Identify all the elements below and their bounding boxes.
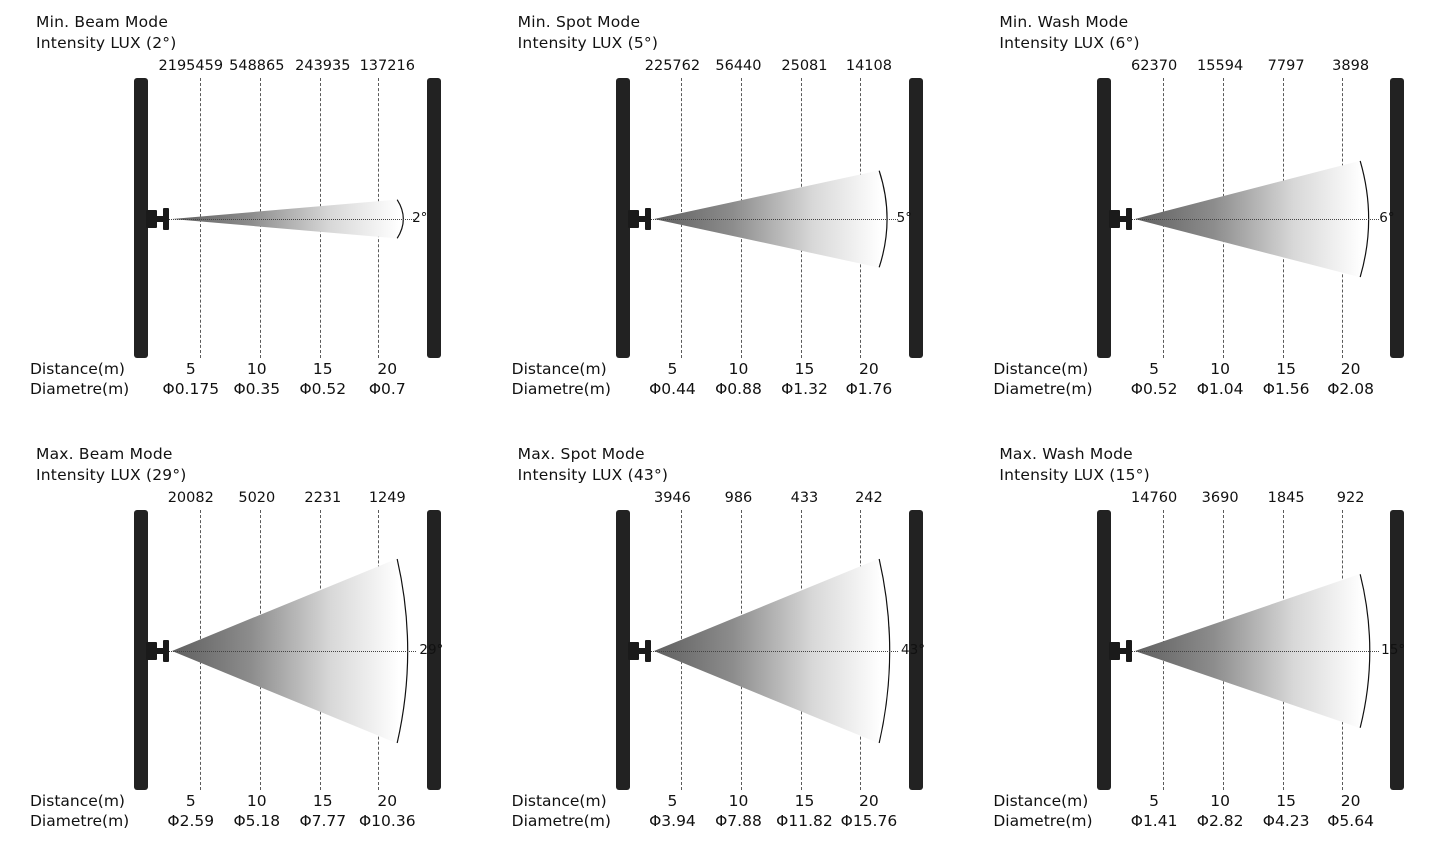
- center-axis-line: [1120, 651, 1379, 652]
- intensity-value: 1845: [1267, 490, 1305, 506]
- intensity-value: 433: [790, 490, 819, 506]
- distance-value-row: [616, 360, 923, 380]
- stage-frame: [134, 510, 444, 790]
- diameter-value: Φ0.44: [649, 380, 696, 398]
- diameter-value: Φ5.64: [1327, 812, 1374, 830]
- beam-angle-label: 15°: [1381, 642, 1406, 658]
- distance-value-row: [134, 792, 441, 812]
- distance-value: 10: [1210, 360, 1230, 378]
- diameter-value: Φ3.94: [649, 812, 696, 830]
- plot-area: [148, 78, 427, 358]
- intensity-value: 14108: [845, 58, 892, 74]
- distance-value: 15: [1276, 360, 1296, 378]
- intensity-value-row: [616, 58, 923, 76]
- intensity-value: 3690: [1201, 490, 1239, 506]
- diameter-value: Φ0.7: [368, 380, 406, 398]
- intensity-value: 5020: [238, 490, 276, 506]
- panel-title: [36, 444, 187, 486]
- intensity-value: 986: [724, 490, 753, 506]
- distance-value-row: [134, 360, 441, 380]
- beam-cone: [148, 510, 427, 790]
- intensity-value: 548865: [229, 58, 285, 74]
- beam-cone: [1111, 78, 1390, 358]
- diameter-value: Φ10.36: [358, 812, 416, 830]
- diameter-value: Φ5.18: [233, 812, 281, 830]
- diameter-value: Φ0.88: [715, 380, 762, 398]
- distance-value: 5: [185, 792, 196, 810]
- distance-value-row: [1097, 360, 1404, 380]
- diameter-value: Φ0.35: [233, 380, 281, 398]
- intensity-value: 243935: [295, 58, 351, 74]
- diameter-row-label: Diametre(m): [511, 812, 611, 830]
- panel-mode-title: Min. Spot Mode: [517, 13, 641, 31]
- distance-row-label: Distance(m): [511, 792, 607, 810]
- distance-value: 15: [312, 792, 333, 810]
- center-axis-line: [156, 651, 415, 652]
- stage-frame: [134, 78, 441, 358]
- distance-row-label: Distance(m): [993, 360, 1089, 378]
- center-axis-line: [638, 219, 897, 220]
- distance-value: 20: [859, 792, 879, 810]
- panel-intensity-title: Intensity LUX (29°): [36, 465, 187, 484]
- intensity-value: 25081: [781, 58, 828, 74]
- stage-frame: [1097, 78, 1404, 358]
- beam-angle-label: 43°: [901, 642, 925, 658]
- beam-cone: [630, 78, 909, 358]
- panel-intensity-title: Intensity LUX (15°): [999, 465, 1150, 484]
- diameter-value: Φ1.56: [1262, 380, 1310, 398]
- intensity-value: 1249: [368, 490, 406, 506]
- diameter-value-row: [616, 812, 923, 832]
- panel-title: [36, 12, 176, 54]
- right-truss-bar: [427, 78, 441, 358]
- diameter-value: Φ15.76: [840, 812, 898, 830]
- distance-value: 10: [246, 792, 267, 810]
- luminaire-icon: [628, 640, 654, 662]
- beam-angle-label: 5°: [896, 210, 912, 226]
- panel-intensity-title: Intensity LUX (43°): [517, 465, 669, 484]
- luminaire-icon: [1109, 208, 1135, 230]
- plot-area: [148, 510, 444, 790]
- intensity-value: 3946: [653, 490, 691, 506]
- distance-value: 15: [794, 792, 815, 810]
- distance-row-label: Distance(m): [511, 360, 607, 378]
- panel-intensity-title: Intensity LUX (5°): [517, 33, 659, 52]
- distance-value: 5: [1149, 360, 1160, 378]
- distance-row-label: Distance(m): [30, 792, 125, 810]
- intensity-value: 20082: [167, 490, 214, 506]
- distance-value: 15: [312, 360, 333, 378]
- luminaire-icon: [146, 640, 172, 662]
- diameter-row-label: Diametre(m): [30, 380, 130, 398]
- panel-mode-title: Min. Wash Mode: [999, 13, 1129, 31]
- center-axis-line: [1120, 219, 1379, 220]
- distance-value-row: [616, 792, 923, 812]
- diameter-row-label: Diametre(m): [993, 812, 1093, 830]
- intensity-value-row: [1097, 490, 1404, 508]
- diameter-row-label: Diametre(m): [993, 380, 1093, 398]
- intensity-value: 62370: [1131, 58, 1178, 74]
- intensity-value-row: [616, 490, 923, 508]
- diameter-value: Φ0.52: [1130, 380, 1178, 398]
- diameter-value: Φ2.08: [1327, 380, 1374, 398]
- intensity-value: 137216: [359, 58, 415, 74]
- distance-value: 20: [377, 792, 398, 810]
- distance-row-label: Distance(m): [30, 360, 125, 378]
- plot-area: [630, 510, 925, 790]
- diameter-value: Φ1.41: [1130, 812, 1178, 830]
- distance-value: 10: [246, 360, 267, 378]
- distance-row-label: Distance(m): [993, 792, 1089, 810]
- plot-area: [630, 78, 912, 358]
- intensity-value: 2231: [304, 490, 342, 506]
- beam-cone: [1111, 510, 1390, 790]
- beam-cone: [630, 510, 909, 790]
- panel-title: [518, 12, 658, 54]
- diameter-value-row: [134, 380, 441, 400]
- stage-frame: [616, 78, 923, 358]
- panel-mode-title: Max. Beam Mode: [36, 445, 173, 463]
- intensity-value: 7797: [1267, 58, 1305, 74]
- beam-angle-label: 6°: [1379, 210, 1395, 226]
- diameter-value: Φ11.82: [776, 812, 833, 830]
- diameter-value: Φ4.23: [1262, 812, 1310, 830]
- beam-panel: [0, 432, 482, 864]
- panel-intensity-title: Intensity LUX (6°): [999, 33, 1140, 52]
- distance-value: 5: [667, 360, 678, 378]
- intensity-value-row: [1097, 58, 1404, 76]
- distance-value: 5: [667, 792, 678, 810]
- beam-panel: [482, 432, 964, 864]
- intensity-value-row: [134, 58, 441, 76]
- distance-value: 5: [1149, 792, 1160, 810]
- intensity-value: 242: [855, 490, 883, 506]
- beam-panel: [963, 0, 1445, 432]
- diameter-value-row: [616, 380, 923, 400]
- panel-mode-title: Max. Wash Mode: [999, 445, 1133, 463]
- plot-area: [1111, 78, 1395, 358]
- distance-value: 10: [728, 360, 749, 378]
- distance-value: 20: [859, 360, 879, 378]
- panel-title: [999, 12, 1139, 54]
- diameter-value: Φ2.82: [1196, 812, 1244, 830]
- distance-value: 10: [1210, 792, 1230, 810]
- beam-angle-label: 29°: [419, 642, 444, 658]
- distance-value: 5: [185, 360, 196, 378]
- beam-panel: [0, 0, 482, 432]
- luminaire-icon: [1109, 640, 1135, 662]
- diameter-row-label: Diametre(m): [511, 380, 611, 398]
- beam-angle-label: 2°: [412, 210, 428, 226]
- luminaire-icon: [146, 208, 172, 230]
- stage-frame: [616, 510, 923, 790]
- beam-cone: [148, 78, 427, 358]
- diameter-value: Φ2.59: [167, 812, 215, 830]
- distance-value: 10: [728, 792, 749, 810]
- intensity-value: 225762: [644, 58, 701, 74]
- diameter-value: Φ0.175: [162, 380, 220, 398]
- diameter-value: Φ1.32: [781, 380, 828, 398]
- center-axis-line: [156, 219, 415, 220]
- diameter-value-row: [134, 812, 441, 832]
- distance-value: 15: [1276, 792, 1296, 810]
- diameter-value: Φ7.77: [299, 812, 347, 830]
- panel-mode-title: Min. Beam Mode: [36, 13, 169, 31]
- distance-value-row: [1097, 792, 1404, 812]
- intensity-value: 56440: [715, 58, 762, 74]
- distance-value: 20: [1340, 360, 1361, 378]
- diameter-row-label: Diametre(m): [30, 812, 130, 830]
- distance-value: 15: [794, 360, 815, 378]
- diameter-value: Φ0.52: [299, 380, 347, 398]
- intensity-value: 3898: [1332, 58, 1370, 74]
- luminaire-icon: [628, 208, 654, 230]
- panel-intensity-title: Intensity LUX (2°): [36, 33, 177, 52]
- intensity-value-row: [134, 490, 441, 508]
- intensity-value: 922: [1336, 490, 1365, 506]
- intensity-value: 2195459: [158, 58, 224, 74]
- beam-panel: [963, 432, 1445, 864]
- intensity-value: 14760: [1131, 490, 1178, 506]
- diameter-value: Φ7.88: [715, 812, 762, 830]
- distance-value: 20: [377, 360, 398, 378]
- diameter-value: Φ1.04: [1196, 380, 1244, 398]
- center-axis-line: [638, 651, 897, 652]
- plot-area: [1111, 510, 1406, 790]
- intensity-value: 15594: [1197, 58, 1244, 74]
- stage-frame: [1097, 510, 1404, 790]
- panel-mode-title: Max. Spot Mode: [517, 445, 645, 463]
- panel-title: [518, 444, 669, 486]
- beam-panel: [482, 0, 964, 432]
- diameter-value: Φ1.76: [845, 380, 893, 398]
- diameter-value-row: [1097, 812, 1404, 832]
- diameter-value-row: [1097, 380, 1404, 400]
- distance-value: 20: [1340, 792, 1361, 810]
- panel-title: [999, 444, 1150, 486]
